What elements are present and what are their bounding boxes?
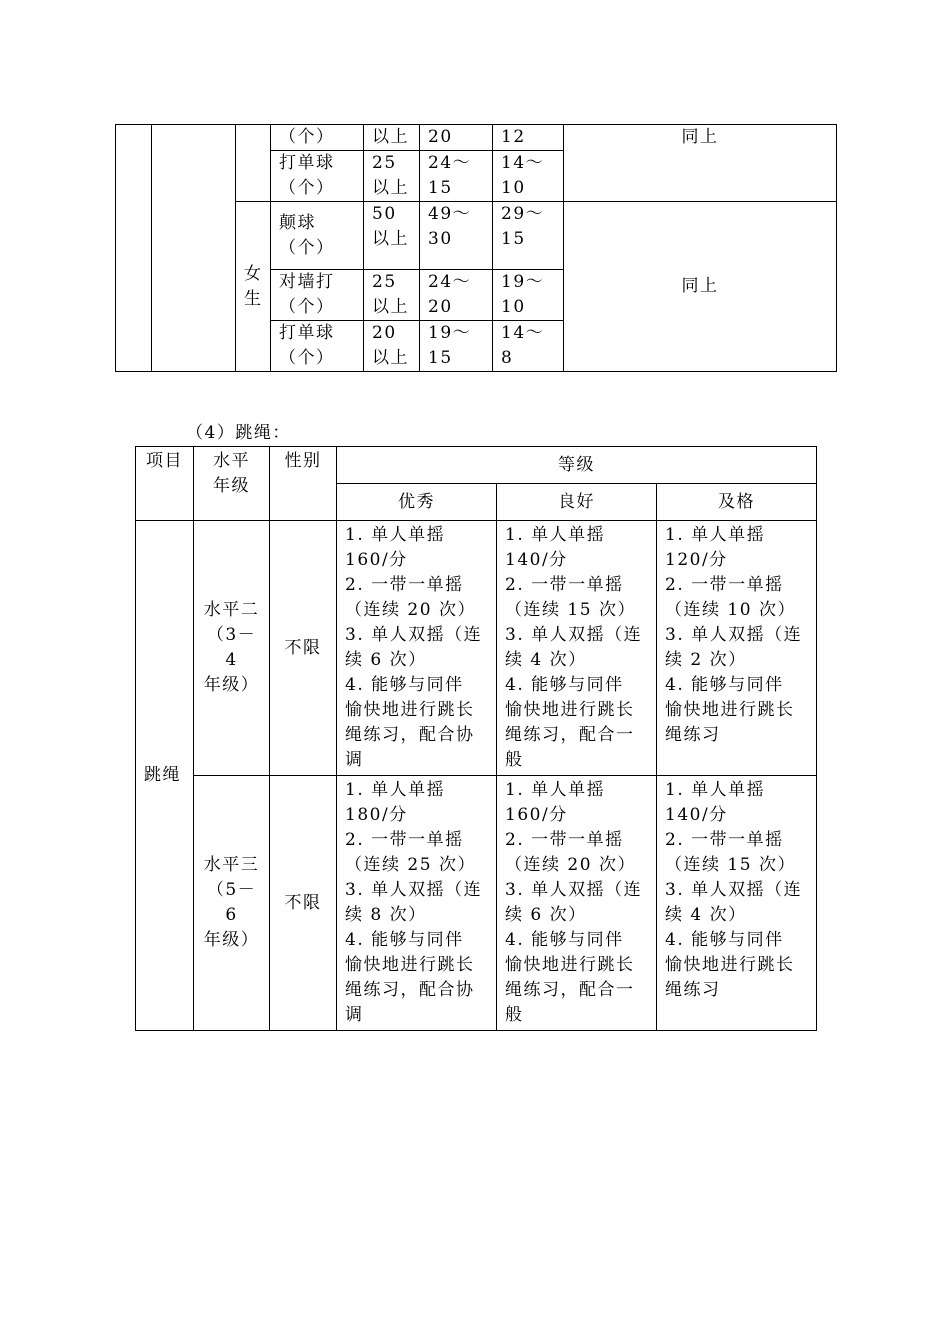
score-cell: 20 以上 xyxy=(364,321,420,372)
item-cell: 对墙打 （个） xyxy=(271,270,364,321)
pass-cell: 1. 单人单摇 140/分 2. 一带一单摇 （连续 15 次） 3. 单人双摇（连 续 4 次） 4. 能够与同伴 愉快地进行跳长 绳练习 xyxy=(657,776,817,1031)
header-pass: 及格 xyxy=(657,484,817,521)
score-cell: 14～ 10 xyxy=(493,151,564,202)
gender-cell: 不限 xyxy=(270,776,337,1031)
gender-cell: 不限 xyxy=(270,521,337,776)
header-level: 水平 年级 xyxy=(194,447,270,521)
remark-cell: 同上 xyxy=(564,125,837,202)
item-cell: 打单球 （个） xyxy=(271,321,364,372)
section-caption: （4）跳绳： xyxy=(186,423,291,443)
item-cell: 颠球 （个） xyxy=(271,202,364,270)
pass-cell: 1. 单人单摇 120/分 2. 一带一单摇 （连续 10 次） 3. 单人双摇（连 续 2 次） 4. 能够与同伴 愉快地进行跳长 绳练习 xyxy=(657,521,817,776)
header-good: 良好 xyxy=(497,484,657,521)
continued-score-table xyxy=(115,124,837,372)
score-cell: 19～ 15 xyxy=(420,321,493,372)
table-row xyxy=(116,125,837,151)
header-item: 项目 xyxy=(136,447,194,521)
score-cell: 20 xyxy=(420,125,493,151)
level-cell: 水平二 （3－4 年级） xyxy=(194,521,270,776)
score-cell: 12 xyxy=(493,125,564,151)
remark-cell: 同上 xyxy=(564,202,837,372)
level-cell: 水平三 （5－6 年级） xyxy=(194,776,270,1031)
excellent-cell: 1. 单人单摇 180/分 2. 一带一单摇 （连续 25 次） 3. 单人双摇（连 续 8 次） 4. 能够与同伴 愉快地进行跳长 绳练习，配合协 调 xyxy=(337,776,497,1031)
good-cell: 1. 单人单摇 160/分 2. 一带一单摇 （连续 20 次） 3. 单人双摇（连 续 6 次） 4. 能够与同伴 愉快地进行跳长 绳练习，配合一 般 xyxy=(497,776,657,1031)
score-cell: 19～ 10 xyxy=(493,270,564,321)
item-name-cell: 跳绳 xyxy=(136,521,194,1031)
score-cell: 14～8 xyxy=(493,321,564,372)
empty-cell xyxy=(236,125,271,202)
score-cell: 以上 xyxy=(364,125,420,151)
header-row xyxy=(136,447,817,484)
header-gender: 性别 xyxy=(270,447,337,521)
score-cell: 49～ 30 xyxy=(420,202,493,270)
score-cell: 50 以上 xyxy=(364,202,420,270)
jump-rope-table xyxy=(135,446,817,1031)
score-cell: 24～ 15 xyxy=(420,151,493,202)
gender-cell: 女 生 xyxy=(236,202,271,372)
table-row xyxy=(136,521,817,776)
score-cell: 24～ 20 xyxy=(420,270,493,321)
header-grade: 等级 xyxy=(337,447,817,484)
item-cell: 打单球 （个） xyxy=(271,151,364,202)
good-cell: 1. 单人单摇 140/分 2. 一带一单摇 （连续 15 次） 3. 单人双摇（连 续 4 次） 4. 能够与同伴 愉快地进行跳长 绳练习，配合一 般 xyxy=(497,521,657,776)
score-cell: 25 以上 xyxy=(364,151,420,202)
item-cell: （个） xyxy=(271,125,364,151)
empty-cell xyxy=(116,125,152,372)
excellent-cell: 1. 单人单摇 160/分 2. 一带一单摇 （连续 20 次） 3. 单人双摇（连 续 6 次） 4. 能够与同伴 愉快地进行跳长 绳练习，配合协 调 xyxy=(337,521,497,776)
empty-cell xyxy=(152,125,236,372)
score-cell: 25 以上 xyxy=(364,270,420,321)
score-cell: 29～ 15 xyxy=(493,202,564,270)
header-excellent: 优秀 xyxy=(337,484,497,521)
table-row xyxy=(136,776,817,1031)
